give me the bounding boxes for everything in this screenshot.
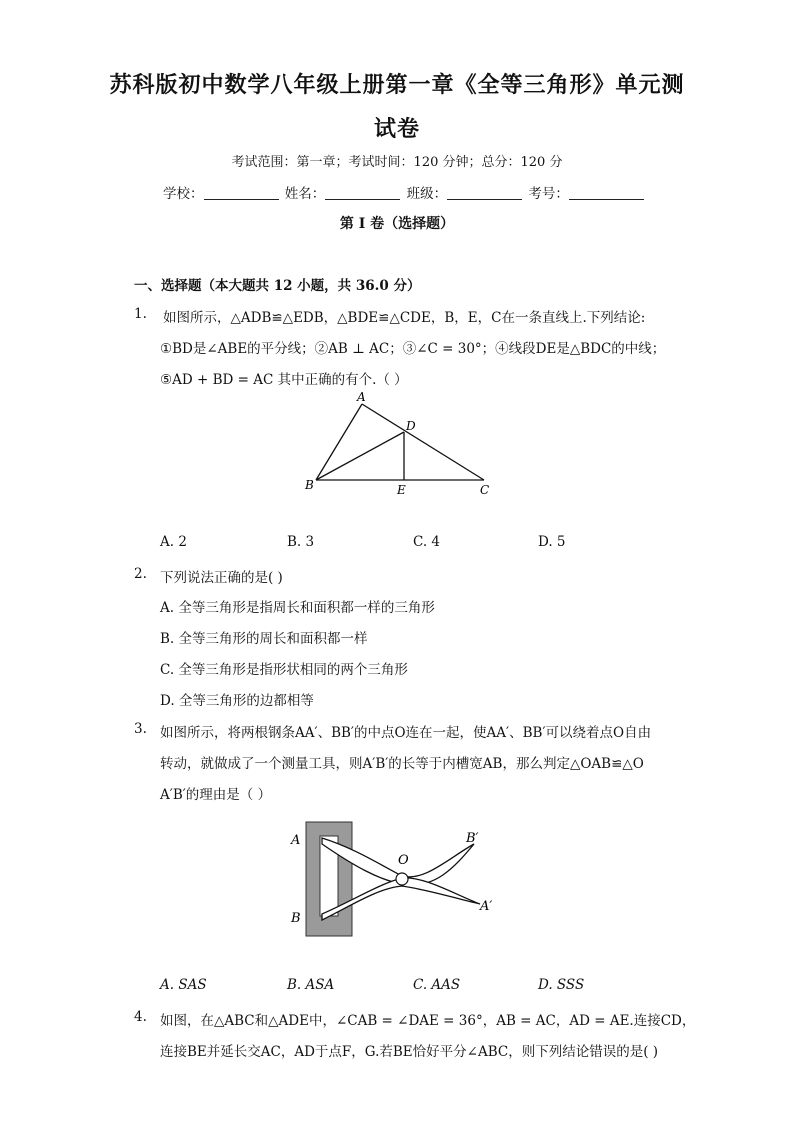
question-number: 4.	[134, 1009, 147, 1025]
exam-title-line2: 试卷	[373, 117, 420, 142]
option-a[interactable]: A. SAS	[160, 977, 207, 993]
question-text-line: 连接BE并延长交AC，AD于点F，G.若BE恰好平分∠ABC，则下列结论错误的是( )	[160, 1044, 659, 1060]
option-a[interactable]: A. 2	[160, 534, 187, 550]
question-number: 3.	[134, 721, 147, 737]
name-label: 姓名：	[284, 186, 326, 202]
volume-heading: 第 I 卷（选择题）	[339, 216, 455, 232]
label-e: E	[397, 483, 406, 497]
question-text-line: 下列说法正确的是( )	[160, 570, 283, 586]
label-o: O	[398, 853, 409, 868]
name-blank[interactable]	[325, 185, 400, 200]
label-c: C	[480, 483, 490, 497]
school-label: 学校：	[163, 186, 204, 202]
question-text-line: 如图所示，△ADB≌△EDB，△BDE≌△CDE，B，E，C在一条直线上.下列结论:	[163, 310, 646, 326]
label-a-prime: A′	[480, 899, 493, 914]
option-b[interactable]: B. 3	[287, 534, 315, 550]
question-number: 2.	[134, 566, 147, 582]
exam-no-blank[interactable]	[569, 185, 644, 200]
exam-title-line1: 苏科版初中数学八年级上册第一章《全等三角形》单元测	[109, 73, 685, 98]
class-label: 班级：	[406, 186, 448, 202]
question-text-line: 转动，就做成了一个测量工具，则A′B′的长等于内槽宽AB，那么判定△OAB≌△O	[160, 756, 644, 772]
option-c[interactable]: C. 4	[413, 534, 441, 550]
pivot-o	[396, 873, 408, 885]
label-a: A	[291, 833, 301, 848]
exam-meta: 考试范围：第一章；考试时间：120 分钟；总分：120 分	[231, 155, 563, 170]
exam-no-label: 考号：	[528, 186, 569, 202]
section-heading: 一、选择题（本大题共 12 小题，共 36.0 分）	[134, 278, 421, 294]
option-d[interactable]: D. 全等三角形的边都相等	[160, 693, 314, 709]
label-b-prime: B′	[466, 831, 479, 846]
question-number: 1.	[134, 306, 147, 322]
option-b[interactable]: B. ASA	[287, 977, 335, 993]
question-text-line: ⑤AD + BD = AC 其中正确的有个.（ ）	[160, 372, 408, 388]
caliper-figure	[284, 818, 514, 944]
option-b[interactable]: B. 全等三角形的周长和面积都一样	[160, 631, 368, 647]
question-text-line: 如图，在△ABC和△ADE中，∠CAB = ∠DAE = 36°，AB = AC，AD = AE.连接CD，	[160, 1013, 696, 1029]
label-d: D	[406, 419, 416, 433]
class-blank[interactable]	[447, 185, 522, 200]
triangle-figure	[300, 388, 500, 500]
student-info-row	[163, 182, 646, 202]
option-c[interactable]: C. 全等三角形是指形状相同的两个三角形	[160, 662, 408, 678]
option-a[interactable]: A. 全等三角形是指周长和面积都一样的三角形	[160, 600, 435, 616]
question-text-line: A′B′的理由是（ ）	[160, 787, 272, 803]
label-a: A	[357, 390, 366, 404]
question-text-line: 如图所示，将两根钢条AA′、BB′的中点O连在一起，使AA′、BB′可以绕着点O自由	[160, 725, 652, 741]
option-d[interactable]: D. SSS	[538, 977, 585, 993]
option-d[interactable]: D. 5	[538, 534, 566, 550]
school-blank[interactable]	[204, 185, 279, 200]
label-b: B	[291, 911, 301, 926]
option-c[interactable]: C. AAS	[413, 977, 461, 993]
label-b: B	[305, 478, 314, 492]
question-text-line: ①BD是∠ABE的平分线；②AB ⊥ AC；③∠C = 30°；④线段DE是△BDC的中线；	[160, 341, 666, 357]
